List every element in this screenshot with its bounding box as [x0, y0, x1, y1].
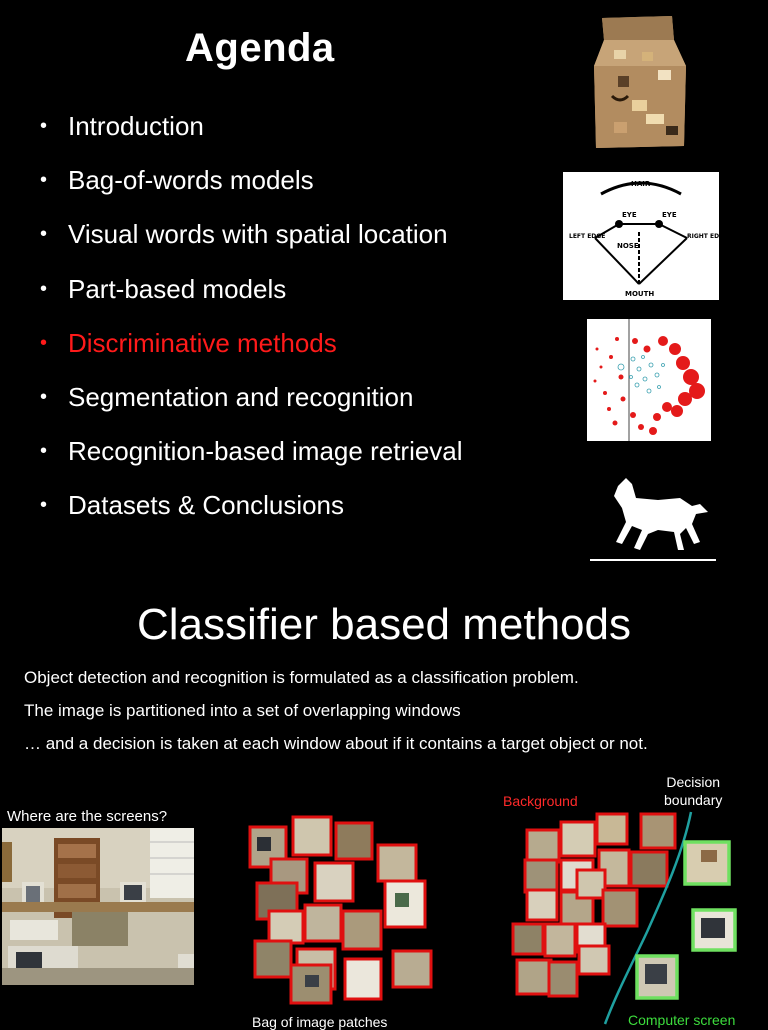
bullet-icon: •	[40, 494, 48, 517]
classifier-title: Classifier based methods	[136, 600, 631, 649]
decision-label-line-1: Decision	[666, 774, 721, 790]
agenda-item	[40, 323, 463, 377]
patch-caption: Bag of image patches	[252, 1014, 388, 1030]
description-line-3: … and a decision is taken at each window about if it contains a target object or not.	[24, 734, 648, 753]
description-line-2: The image is partitioned into a set of overlapping windows	[24, 701, 461, 720]
left-eye-label: EYE	[622, 211, 637, 219]
agenda-item-label: Recognition-based image retrieval	[68, 436, 463, 467]
agenda-item-label: Discriminative methods	[68, 327, 337, 358]
agenda-item-label: Visual words with spatial location	[68, 219, 448, 250]
agenda-item-label: Segmentation and recognition	[68, 381, 414, 412]
left-edge-label: LEFT EDGE	[569, 233, 606, 240]
description-line-1: Object detection and recognition is formulated as a classification problem.	[24, 668, 579, 687]
blue-points	[618, 356, 665, 394]
agenda-item	[40, 106, 463, 160]
bullet-icon: •	[40, 115, 48, 137]
agenda-item-label: Bag-of-words models	[68, 165, 314, 196]
red-points	[594, 336, 706, 435]
decision-boundary-label	[664, 773, 722, 809]
agenda-item	[40, 431, 463, 485]
office-photo	[2, 828, 194, 985]
right-eye-label: EYE	[662, 211, 677, 219]
decision-boundary-diagram	[505, 812, 745, 1024]
agenda-item	[40, 269, 463, 323]
paper-bag-image	[588, 14, 692, 150]
background-label: Background	[503, 793, 578, 809]
agenda-item	[40, 377, 463, 431]
decision-label-line-2: boundary	[664, 792, 723, 808]
patch-bag-image	[245, 815, 435, 1010]
bullet-icon: •	[40, 440, 48, 463]
bullet-icon: •	[40, 169, 48, 192]
bullet-icon: •	[40, 385, 48, 408]
face-part-model-image	[563, 172, 729, 300]
nose-label: NOSE	[617, 242, 639, 250]
agenda-item-label: Datasets & Conclusions	[68, 490, 345, 521]
bullet-icon: •	[40, 223, 48, 246]
agenda-list	[40, 106, 463, 540]
mouth-label: MOUTH	[625, 290, 655, 298]
hair-label: HAIR	[631, 180, 651, 188]
bullet-icon: •	[40, 331, 48, 354]
agenda-item	[40, 214, 463, 268]
computer-screen-label: Computer screen	[628, 1012, 736, 1028]
agenda-item	[40, 485, 463, 539]
agenda-title: Agenda	[185, 26, 335, 70]
patch-group	[250, 817, 431, 1003]
horse-silhouette-image	[588, 468, 718, 564]
bullet-icon: •	[40, 277, 48, 300]
discriminative-scatter-image	[587, 319, 711, 441]
screens-question: Where are the screens?	[7, 808, 168, 825]
agenda-item-label: Part-based models	[68, 273, 287, 304]
agenda-item-label: Introduction	[68, 111, 204, 141]
agenda-item	[40, 160, 463, 214]
right-edge-label: RIGHT EDGE	[687, 233, 729, 240]
